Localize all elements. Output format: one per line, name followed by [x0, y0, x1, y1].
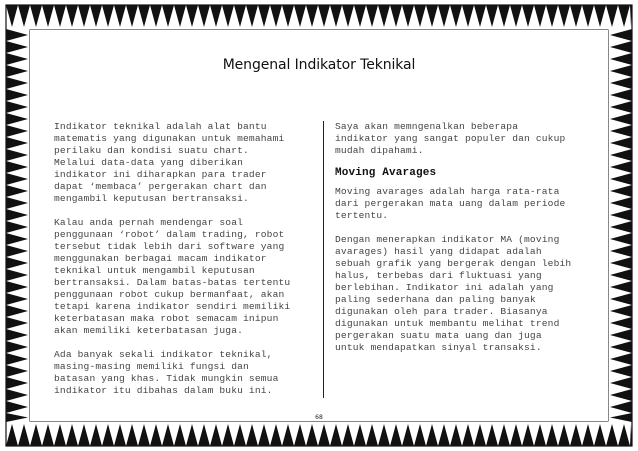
text-line: tetapi karena indikator sendiri memiliki	[54, 301, 291, 312]
text-line: Saya akan memngenalkan beberapa	[335, 121, 519, 132]
paragraph	[335, 121, 600, 157]
text-line: Moving avarages adalah harga rata-rata	[335, 186, 560, 197]
text-line: Dengan menerapkan indikator MA (moving	[335, 234, 560, 245]
text-line: bertransaksi. Dalam batas-batas tertentu	[54, 277, 291, 288]
paragraph	[54, 121, 316, 205]
text-line: teknikal untuk mengambil keputusan	[54, 265, 255, 276]
paragraph	[54, 217, 316, 337]
text-line: akan memiliki keterbatasan juga.	[54, 325, 244, 336]
text-line: Indikator teknikal adalah alat bantu	[54, 121, 267, 132]
text-line: penggunaan robot cukup bermanfaat, akan	[54, 289, 285, 300]
text-line: paling sederhana dan paling banyak	[335, 294, 536, 305]
right-column	[335, 121, 600, 354]
text-line: indikator yang sangat populer dan cukup	[335, 133, 566, 144]
column-divider	[323, 121, 324, 398]
text-line: digunakan oleh para trader. Biasanya	[335, 306, 548, 317]
section-heading: Moving Avarages	[335, 167, 437, 179]
paragraph	[54, 349, 316, 397]
text-line: sebuah grafik yang bergerak dengan lebih	[335, 258, 572, 269]
page-number: 68	[315, 414, 323, 421]
text-line: masing-masing memiliki fungsi dan	[54, 361, 249, 372]
text-line: Ada banyak sekali indikator teknikal,	[54, 349, 273, 360]
text-line: perilaku dan kondisi suatu chart.	[54, 145, 249, 156]
text-line: dapat ‘membaca’ pergerakan chart dan	[54, 181, 267, 192]
text-line: berlebihan. Indikator ini adalah yang	[335, 282, 554, 293]
text-line: pergerakan suatu mata uang dan juga	[335, 330, 542, 341]
text-line: mengambil keputusan bertransaksi.	[54, 193, 249, 204]
left-column	[54, 121, 316, 397]
paragraph	[335, 186, 600, 222]
text-line: matematis yang digunakan untuk memahami	[54, 133, 285, 144]
book-page	[30, 30, 608, 421]
text-line: tersebut tidak lebih dari software yang	[54, 241, 285, 252]
text-line: penggunaan ‘robot’ dalam trading, robot	[54, 229, 285, 240]
text-line: mudah dipahami.	[335, 145, 424, 156]
text-line: keterbatasan maka robot semacam inipun	[54, 313, 279, 324]
paragraph	[335, 234, 600, 354]
text-line: halus, terbebas dari fluktuasi yang	[335, 270, 542, 281]
text-line: Melalui data-data yang diberikan	[54, 157, 244, 168]
page-title: Mengenal Indikator Teknikal	[222, 57, 416, 73]
text-line: indikator ini diharapkan para trader	[54, 169, 267, 180]
text-line: avarages) hasil yang didapat adalah	[335, 246, 542, 257]
text-line: batasan yang khas. Tidak mungkin semua	[54, 373, 279, 384]
text-line: Kalau anda pernah mendengar soal	[54, 217, 244, 228]
text-line: untuk mendapatkan sinyal transaksi.	[335, 342, 542, 353]
text-line: indikator itu dibahas dalam buku ini.	[54, 385, 273, 396]
text-line: dari pergerakan mata uang dalam periode	[335, 198, 566, 209]
text-line: digunakan untuk membantu melihat trend	[335, 318, 560, 329]
text-line: tertentu.	[335, 210, 389, 221]
text-line: menggunakan berbagai macam indikator	[54, 253, 267, 264]
